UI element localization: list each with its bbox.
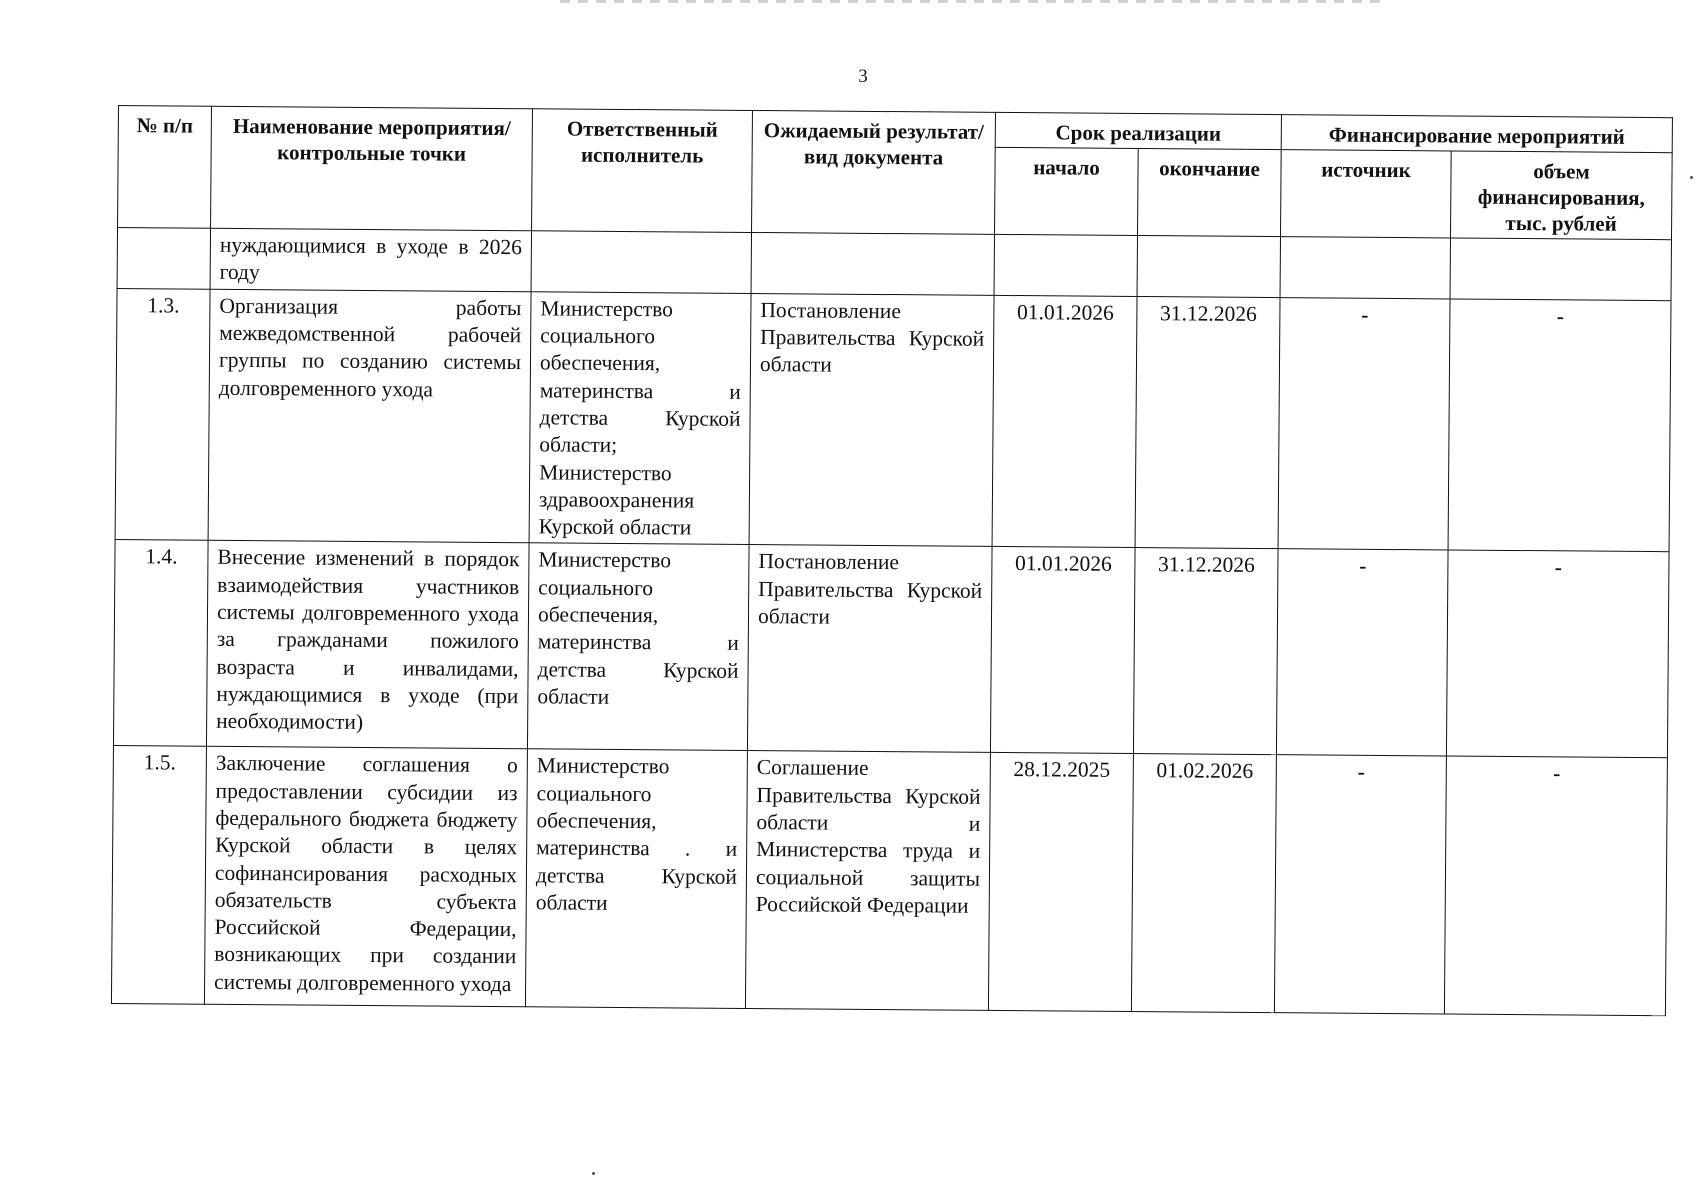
cell-name: нуждающимися в уходе в 2026 году xyxy=(210,228,531,291)
cell-volume xyxy=(1450,238,1671,300)
cell-num: 1.3. xyxy=(115,288,210,540)
cell-start: 28.12.2025 xyxy=(988,753,1133,1012)
header-fin-volume: объем финансирования, тыс. рублей xyxy=(1450,151,1672,240)
cell-name: Заключение соглашения о предоставлении субсидии из федерального бюджета бюджету Курской области в целях софинансирования расходных обязательств субъекта Российской Федерации, возникающих при создании системы долговременного ухода xyxy=(204,747,527,1008)
cell-num: 1.4. xyxy=(113,540,208,747)
header-term-end: окончание xyxy=(1138,149,1282,237)
table-row xyxy=(115,288,1671,552)
cell-responsible: Министерство социального обеспечения, материнства и детства Курской области xyxy=(527,543,749,751)
cell-responsible: Министерство социального обеспечения, материнства . и детства Курской области xyxy=(525,749,747,1009)
cell-start: 01.01.2026 xyxy=(990,547,1135,754)
header-row-1 xyxy=(118,106,1672,153)
header-name: Наименование мероприятия/контрольные точки xyxy=(211,106,533,231)
cell-source: - xyxy=(1278,297,1450,550)
page-number: 3 xyxy=(858,66,868,87)
cell-result: Постановление Правительства Курской области xyxy=(749,293,994,547)
cell-volume: - xyxy=(1444,756,1667,1016)
cell-num: 1.5. xyxy=(111,746,206,1005)
scan-speck xyxy=(1690,176,1693,179)
scan-top-artifact xyxy=(560,0,1380,3)
cell-start xyxy=(994,235,1137,297)
header-result: Ожидаемый результат/вид документа xyxy=(752,110,996,234)
cell-volume: - xyxy=(1446,550,1669,758)
cell-source xyxy=(1280,237,1450,299)
cell-end: 31.12.2026 xyxy=(1135,296,1280,549)
cell-name: Внесение изменений в порядок взаимодействия участников системы долговременного ухода за гражданами пожилого возраста и инвалидами, нуждающимися в уходе (при необходимости) xyxy=(206,541,529,750)
header-fin-source: источник xyxy=(1281,150,1452,238)
cell-end xyxy=(1137,236,1280,298)
header-responsible: Ответственный исполнитель xyxy=(532,109,753,233)
cell-responsible xyxy=(531,231,751,293)
table-row xyxy=(113,540,1669,758)
action-plan-table xyxy=(111,105,1673,1017)
cell-end: 31.12.2026 xyxy=(1133,548,1278,755)
header-term: Срок реализации xyxy=(995,112,1281,149)
cell-end: 01.02.2026 xyxy=(1131,754,1276,1013)
header-num: № п/п xyxy=(118,106,212,229)
cell-num xyxy=(117,228,210,289)
header-financing: Финансирование мероприятий xyxy=(1281,115,1672,153)
cell-result xyxy=(751,233,994,296)
table-row xyxy=(111,746,1667,1016)
cell-responsible: Министерство социального обеспечения, материнства и детства Курской области; Министерство здравоохранения Курской области xyxy=(529,291,751,544)
cell-result: Соглашение Правительства Курской области и Министерства труда и социальной защиты Российской Федерации xyxy=(745,751,990,1011)
scan-speck xyxy=(592,1172,595,1175)
cell-volume: - xyxy=(1448,299,1671,552)
cell-result: Постановление Правительства Курской области xyxy=(747,545,992,753)
header-term-start: начало xyxy=(995,147,1139,235)
cell-name: Организация работы межведомственной рабочей группы по созданию системы долговременного ухода xyxy=(208,289,531,543)
cell-source: - xyxy=(1274,755,1446,1014)
cell-source: - xyxy=(1276,549,1448,756)
cell-start: 01.01.2026 xyxy=(992,295,1137,548)
